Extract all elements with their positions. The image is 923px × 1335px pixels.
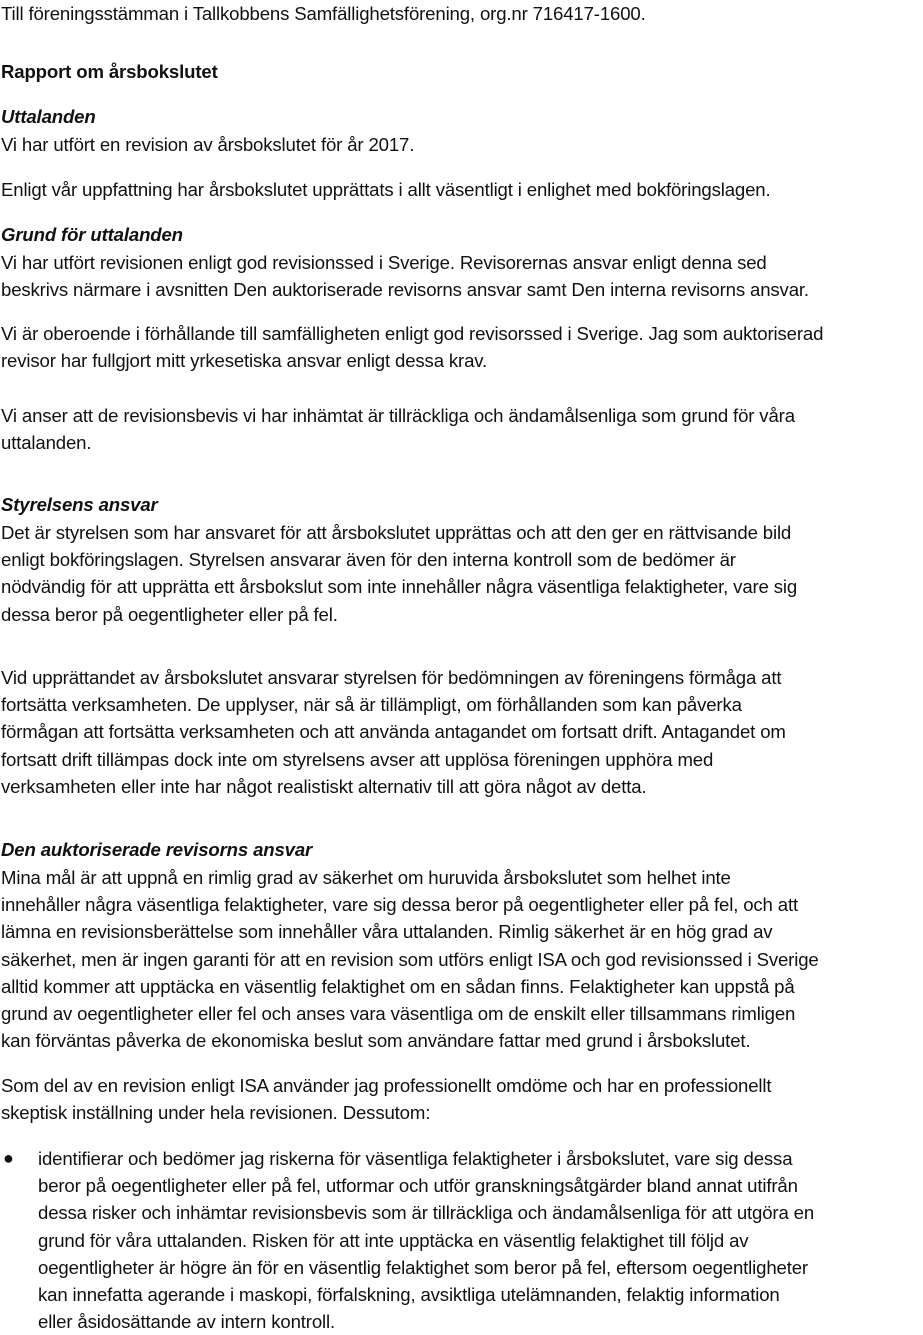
text-line: innehåller några väsentliga felaktigheter, vare sig dessa beror på oegentligheter eller på fel, och att — [1, 894, 798, 916]
report-title: Rapport om årsbokslutet — [1, 61, 218, 82]
text-line: Vi har utfört revisionen enligt god revisionssed i Sverige. Revisorernas ansvar enligt denna sed — [1, 252, 767, 273]
text-line: Vid upprättandet av årsbokslutet ansvarar styrelsen för bedömningen av föreningens förmåga att — [1, 667, 782, 688]
text-line: Vi är oberoende i förhållande till samfälligheten enligt god revisorssed i Sverige. Jag som auktoriserad — [1, 323, 824, 344]
text-line: lämna en revisionsberättelse som innehåller våra uttalanden. Rimlig säkerhet är en hög grad av — [1, 921, 773, 943]
text-line: beskrivs närmare i avsnitten Den auktoriserade revisorns ansvar samt Den interna revisorns ansvar. — [1, 279, 809, 301]
paragraph-grund-2 — [1, 320, 823, 374]
heading-uttalanden: Uttalanden — [1, 106, 96, 127]
text-line: Vi anser att de revisionsbevis vi har inhämtat är tillräckliga och ändamålsenliga som grund för våra — [1, 405, 795, 426]
text-line: säkerhet, men är ingen garanti för att en revision som utförs enligt ISA och god revisionssed i Sverige — [1, 948, 819, 970]
text-line: grund av oegentligheter eller fel och anses vara väsentliga om de enskilt eller tillsammans rimligen — [1, 1003, 796, 1025]
paragraph-uttalanden-2 — [1, 176, 771, 203]
text-line: grund för våra uttalanden. Risken för att inte upptäcka en väsentlig felaktighet till följd av — [38, 1229, 749, 1251]
text-line: Vi har utfört en revision av årsbokslutet för år 2017. — [1, 134, 415, 155]
paragraph-revisorns-1 — [1, 864, 819, 1054]
text-line: revisor har fullgjort mitt yrkesetiska ansvar enligt dessa krav. — [1, 350, 488, 372]
text-line: oegentligheter är högre än för en väsentlig felaktighet som beror på fel, eftersom oegentligheter — [38, 1256, 808, 1278]
text-line: förmågan att fortsätta verksamheten och att använda antagandet om fortsatt drift. Antagandet om — [1, 721, 786, 743]
text-line: Det är styrelsen som har ansvaret för att årsbokslutet upprättas och att den ger en rättvisande bild — [1, 522, 792, 543]
text-line: eller åsidosättande av intern kontroll. — [38, 1311, 335, 1333]
paragraph-grund-1 — [1, 249, 809, 303]
text-line: dessa beror på oegentligheter eller på fel. — [1, 603, 338, 625]
paragraph-grund-3 — [1, 402, 795, 456]
text-line: kan innefatta agerande i maskopi, förfalskning, avsiktliga utelämnanden, felaktig information — [38, 1284, 780, 1306]
text-line: alltid kommer att upptäcka en väsentlig felaktighet om en sådan finns. Felaktigheter kan uppstå på — [1, 975, 795, 997]
text-line: uttalanden. — [1, 432, 92, 454]
text-line: dessa risker och inhämtar revisionsbevis som är tillräckliga och ändamålsenliga för att utgöra en — [38, 1202, 815, 1224]
text-line: verksamheten eller inte har något realistiskt alternativ till att göra något av detta. — [1, 775, 647, 797]
paragraph-styrelsens-2 — [1, 664, 786, 800]
heading-styrelsens: Styrelsens ansvar — [1, 494, 158, 515]
text-line: identifierar och bedömer jag riskerna för väsentliga felaktigheter i årsbokslutet, vare sig dessa — [38, 1148, 793, 1169]
text-line: kan förväntas påverka de ekonomiska beslut som användare fattar med grund i årsbokslutet. — [1, 1030, 751, 1052]
text-line: fortsätta verksamheten. De upplyser, när så är tillämpligt, om förhållanden som kan påverka — [1, 694, 742, 716]
intro-line: Till föreningsstämman i Tallkobbens Samfällighetsförening, org.nr 716417-1600. — [1, 3, 646, 24]
heading-revisorns: Den auktoriserade revisorns ansvar — [1, 839, 313, 860]
text-line: Mina mål är att uppnå en rimlig grad av säkerhet om huruvida årsbokslutet som helhet inte — [1, 867, 731, 888]
text-line: enligt bokföringslagen. Styrelsen ansvarar även för den interna kontroll som de bedömer är — [1, 549, 736, 571]
text-line: nödvändig för att upprätta ett årsbokslut som inte innehåller några väsentliga felaktigheter, vare sig — [1, 576, 798, 598]
paragraph-styrelsens-1 — [1, 519, 797, 628]
paragraph-uttalanden-1 — [1, 131, 414, 158]
heading-grund: Grund för uttalanden — [1, 224, 183, 245]
bullet-icon: ● — [3, 1148, 14, 1168]
text-line: Som del av en revision enligt ISA använder jag professionellt omdöme och har en professionellt — [1, 1075, 772, 1096]
paragraph-revisorns-2 — [1, 1072, 771, 1126]
text-line: Enligt vår uppfattning har årsbokslutet upprättats i allt väsentligt i enlighet med bokföringslagen. — [1, 179, 771, 200]
text-line: beror på oegentligheter eller på fel, utformar och utför granskningsåtgärder bland annat utifrån — [38, 1175, 798, 1197]
bullet-list-item — [1, 1145, 923, 1335]
text-line: fortsatt drift tillämpas dock inte om styrelsens avser att upplösa föreningen upphöra med — [1, 748, 714, 770]
text-line: skeptisk inställning under hela revisionen. Dessutom: — [1, 1102, 431, 1124]
